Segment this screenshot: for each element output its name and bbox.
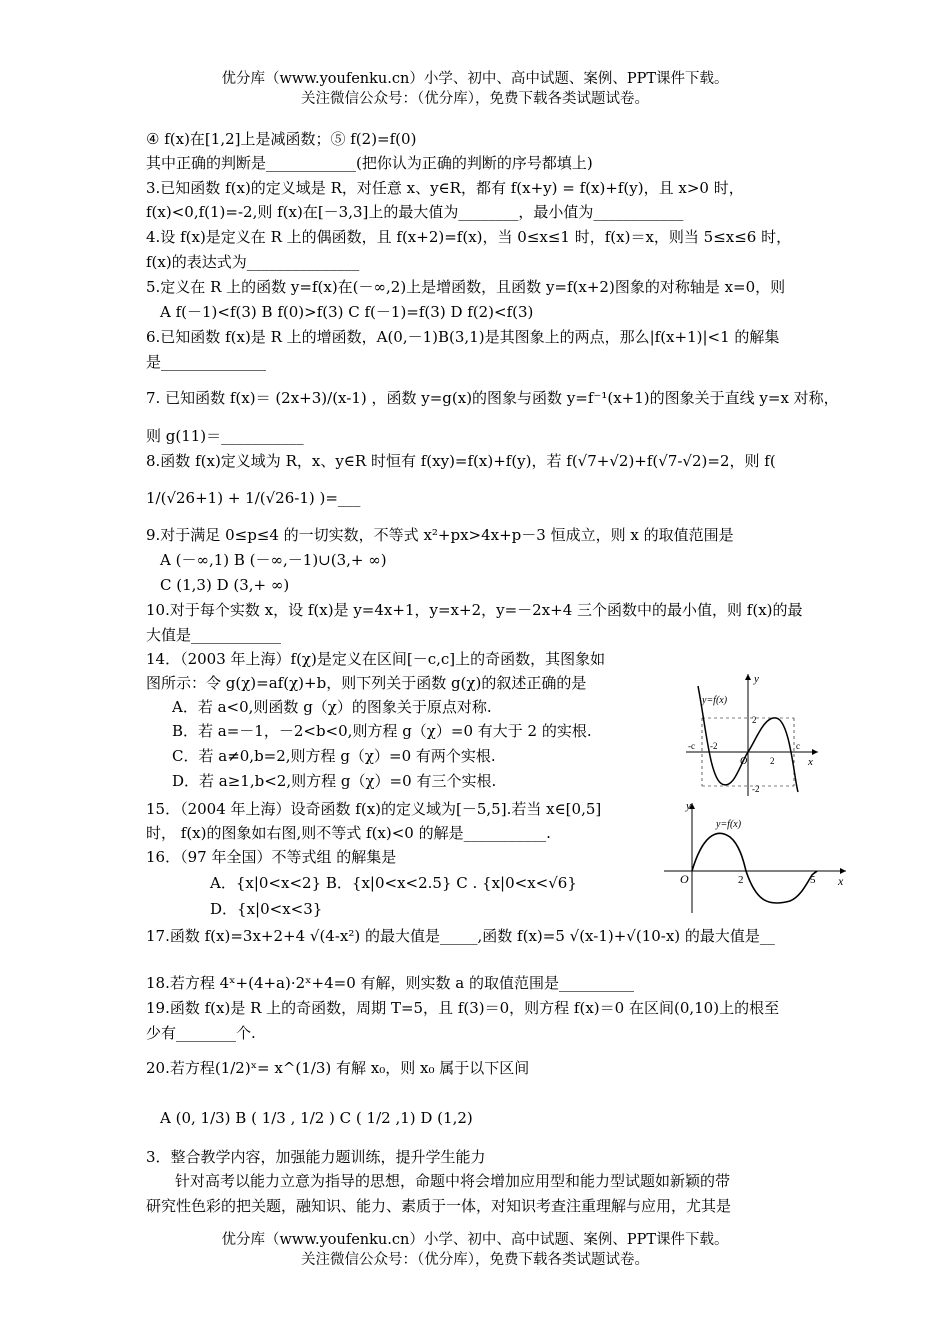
fig1-tick-y-neg-2: -2 [752,784,760,794]
text-line-13: 8.函数 f(x)定义域为 R，x、y∈R 时恒有 f(xy)=f(x)+f(y)，若 f(√7+√2)+f(√7-√2)=2，则 f( [146,452,776,470]
text-line-37: 3．整合教学内容，加强能力题训练，提升学生能力 [146,1148,486,1166]
text-line-30: D．{x|0<x<3} [210,900,323,918]
text-line-18: 10.对于每个实数 x，设 f(x)是 y=4x+1，y=x+2，y=－2x+4 三个函数中的最小值，则 f(x)的最 [146,601,803,619]
text-line-6: f(x)的表达式为_______________ [146,253,360,271]
page-footer-line-2: 关注微信公众号：（优分库），免费下载各类试题试卷。 [301,1252,649,1268]
text-line-17: C (1,3) D (3,+ ∞) [160,576,290,594]
fig1-tick-neg-2: -2 [710,741,718,751]
text-line-1: ④ f(x)在[1,2]上是减函数；⑤ f(2)=f(0) [146,130,417,148]
text-line-8: A f(－1)<f(3) B f(0)>f(3) C f(－1)=f(3) D f(2)<f(3) [160,303,534,321]
text-line-28: 16．（97 年全国）不等式组 的解集是 [146,848,397,866]
text-line-11: 7. 已知函数 f(x)＝ (2x+3)/(x-1) ，函数 y=g(x)的图象与函数 y=f⁻¹(x+1)的图象关于直线 y=x 对称， [146,389,839,407]
text-line-34: 少有________个. [146,1024,256,1042]
fig1-tick-y2: 2 [752,715,757,725]
text-line-5: 4.设 f(x)是定义在 R 上的偶函数，且 f(x+2)=f(x)，当 0≤x≤1 时，f(x)＝x，则当 5≤x≤6 时， [146,228,792,246]
page-header-line-2: 关注微信公众号：（优分库），免费下载各类试题试卷。 [301,91,649,107]
text-line-33: 19.函数 f(x)是 R 上的奇函数，周期 T=5，且 f(3)＝0，则方程 f(x)＝0 在区间(0,10)上的根至 [146,999,780,1017]
fig1-curve-label: y=f(x) [702,695,728,706]
text-line-23: B．若 a=－1，－2<b<0,则方程 g（χ）=0 有大于 2 的实根. [172,722,592,740]
text-line-10: 是______________ [146,353,267,371]
text-line-25: D．若 a≥1,b<2,则方程 g（χ）=0 有三个实根. [172,772,497,790]
text-line-4: f(x)<0,f(1)=-2,则 f(x)在[－3,3]上的最大值为________，最小值为____________ [146,203,684,221]
figure-odd-function-graph [682,668,822,800]
text-line-26: 15．（2004 年上海）设奇函数 f(x)的定义域为[－5,5].若当 x∈[0,5] [146,800,602,818]
text-line-27: 时， f(x)的图象如右图,则不等式 f(x)<0 的解是___________. [146,824,551,842]
page-header-line-1: 优分库（www.youfenku.cn）小学、初中、高中试题、案例、PPT课件下载。 [221,71,729,87]
text-line-39: 研究性色彩的把关题，融知识、能力、素质于一体，对知识考查注重理解与应用，尤其是 [146,1197,732,1215]
text-line-24: C．若 a≠0,b=2,则方程 g（χ）=0 有两个实根. [172,747,496,765]
text-line-35: 20.若方程(1/2)ˣ= x^(1/3) 有解 x₀，则 x₀ 属于以下区间 [146,1059,530,1077]
text-line-21: 图所示：令 g(χ)=af(χ)+b，则下列关于函数 g(χ)的叙述正确的是 [146,674,587,692]
fig1-tick-neg-c: -c [688,741,695,751]
text-line-31: 17.函数 f(x)=3x+2+4 √(4-x²) 的最大值是_____,函数 f(x)=5 √(x-1)+√(10-x) 的最大值是__ [146,927,775,945]
fig1-y-axis-label: y [754,673,759,685]
text-line-16: A (－∞,1) B (－∞,－1)∪(3,+ ∞) [160,551,387,569]
fig2-tick-5: 5 [810,874,816,886]
figure-function-0-5-graph [660,797,852,917]
text-line-9: 6.已知函数 f(x)是 R 上的增函数，A(0,－1)B(3,1)是其图象上的两点，那么|f(x+1)|<1 的解集 [146,328,780,346]
text-line-2: 其中正确的判断是____________(把你认为正确的判断的序号都填上) [146,154,593,172]
text-line-7: 5.定义在 R 上的函数 y=f(x)在(－∞,2)上是增函数，且函数 y=f(x+2)图象的对称轴是 x=0，则 [146,278,786,296]
fig2-y-axis-label: y [686,800,691,812]
text-line-15: 9.对于满足 0≤p≤4 的一切实数，不等式 x²+px>4x+p－3 恒成立，则 x 的取值范围是 [146,526,734,544]
fig2-curve-label: y=f(x) [716,819,742,830]
text-line-12: 则 g(11)＝___________ [146,427,304,445]
text-line-36: A (0, 1/3) B ( 1/3 , 1/2 ) C ( 1/2 ,1) D (1,2) [160,1109,473,1127]
fig2-tick-origin: O [680,872,689,886]
fig1-tick-c: c [796,741,800,751]
text-line-22: A．若 a<0,则函数 g（χ）的图象关于原点对称. [172,698,492,716]
text-line-20: 14．（2003 年上海）f(χ)是定义在区间[－c,c]上的奇函数，其图象如 [146,650,606,668]
fig1-tick-origin: O [740,756,748,767]
text-line-3: 3.已知函数 f(x)的定义域是 R，对任意 x、y∈R，都有 f(x+y) = f(x)+f(y)，且 x>0 时， [146,179,744,197]
fig1-x-axis-label: x [808,756,813,768]
text-line-29: A．{x|0<x<2} B．{x|0<x<2.5} C . {x|0<x<√6} [210,874,577,892]
text-line-14: 1/(√26+1) + 1/(√26-1) )=___ [146,489,361,507]
page-footer-line-1: 优分库（www.youfenku.cn）小学、初中、高中试题、案例、PPT课件下载。 [221,1232,729,1248]
text-line-19: 大值是____________ [146,626,282,644]
fig2-x-axis-label: x [838,874,844,888]
fig1-tick-2: 2 [770,756,775,766]
fig2-tick-2: 2 [738,874,744,886]
text-line-38: 针对高考以能力立意为指导的思想，命题中将会增加应用型和能力型试题如新颖的带 [175,1172,731,1190]
text-line-32: 18.若方程 4ˣ+(4+a)·2ˣ+4=0 有解，则实数 a 的取值范围是__________ [146,974,634,992]
